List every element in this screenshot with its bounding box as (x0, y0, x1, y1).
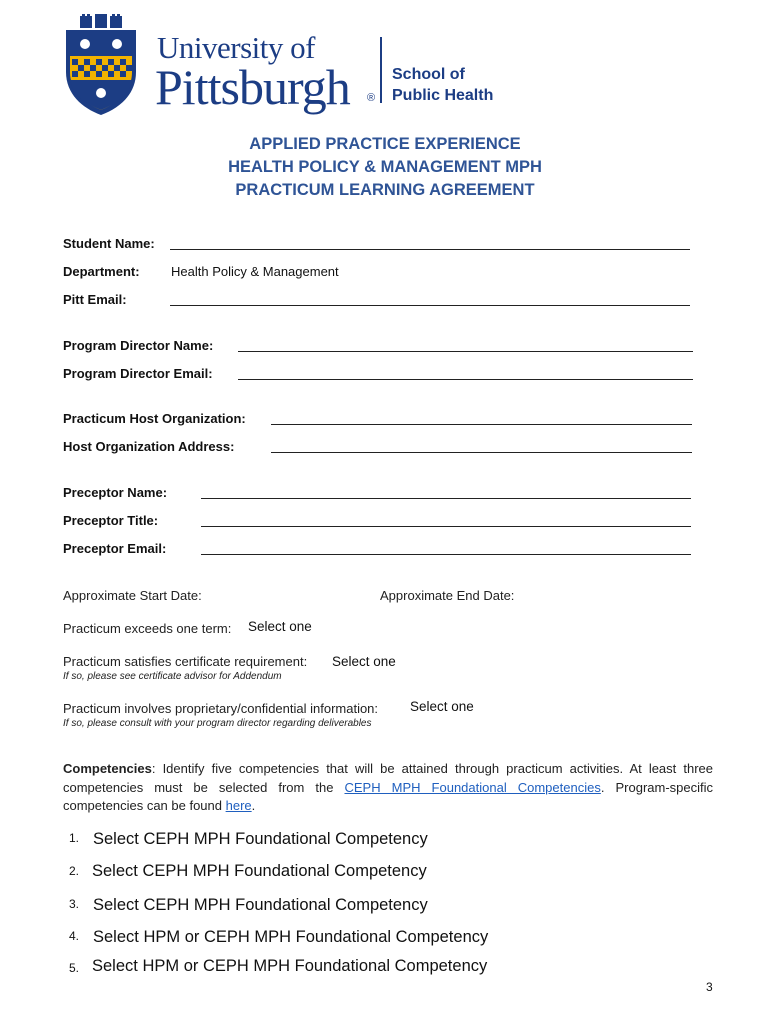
document-title-line3: PRACTICUM LEARNING AGREEMENT (235, 181, 535, 199)
competencies-heading: Competencies (63, 761, 152, 776)
competency-number-1: 1. (69, 831, 80, 845)
page-number: 3 (706, 980, 713, 994)
competency-number-4: 4. (69, 929, 80, 943)
competency-dropdown-5[interactable]: Select HPM or CEPH MPH Foundational Competency (92, 957, 488, 975)
host-organization-label: Practicum Host Organization: (63, 411, 246, 426)
end-date-label: Approximate End Date: (380, 588, 515, 603)
pitt-email-label: Pitt Email: (63, 292, 127, 307)
program-director-name-field[interactable] (238, 351, 693, 352)
host-address-field[interactable] (271, 452, 692, 453)
university-shield-logo (62, 14, 140, 116)
ceph-competencies-link[interactable]: CEPH MPH Foundational Competencies (344, 779, 601, 795)
document-title-line2: HEALTH POLICY & MANAGEMENT MPH (228, 158, 542, 176)
competency-dropdown-4[interactable]: Select HPM or CEPH MPH Foundational Competency (93, 928, 489, 946)
proprietary-info-label: Practicum involves proprietary/confidential information: (63, 701, 379, 716)
competencies-text-2: . Program-specific competencies can be found (63, 779, 714, 813)
department-value: Health Policy & Management (171, 264, 339, 279)
program-director-email-field[interactable] (238, 379, 693, 380)
logo-divider (380, 37, 382, 103)
competencies-text-1: : Identify five competencies that will be attained through practicum activities. At least three competencies must be selected from the (63, 761, 713, 795)
competency-dropdown-2[interactable]: Select CEPH MPH Foundational Competency (92, 862, 427, 880)
preceptor-name-label: Preceptor Name: (63, 485, 168, 500)
logo-school-line1: School of (392, 66, 465, 83)
department-label: Department: (63, 264, 140, 279)
certificate-requirement-dropdown[interactable]: Select one (332, 654, 396, 669)
logo-wordmark-pittsburgh: Pittsburgh (155, 59, 350, 115)
preceptor-title-label: Preceptor Title: (63, 513, 159, 528)
competency-dropdown-1[interactable]: Select CEPH MPH Foundational Competency (93, 830, 428, 848)
logo-school-name (392, 64, 493, 106)
competencies-instructions (63, 760, 713, 816)
host-organization-field[interactable] (271, 424, 692, 425)
proprietary-info-dropdown[interactable]: Select one (410, 699, 474, 714)
program-director-name-label: Program Director Name: (63, 338, 214, 353)
logo-wordmark-university-of: University of (157, 30, 315, 65)
competency-dropdown-3[interactable]: Select CEPH MPH Foundational Competency (93, 896, 428, 914)
program-director-email-label: Program Director Email: (63, 366, 213, 381)
competency-number-5: 5. (69, 961, 80, 975)
certificate-note: If so, please see certificate advisor for Addendum (63, 671, 282, 682)
exceeds-term-dropdown[interactable]: Select one (248, 619, 312, 634)
preceptor-email-label: Preceptor Email: (63, 541, 167, 556)
exceeds-term-label: Practicum exceeds one term: (63, 621, 232, 636)
competency-number-2: 2. (69, 864, 80, 878)
host-address-label: Host Organization Address: (63, 439, 235, 454)
document-title-line1: APPLIED PRACTICE EXPERIENCE (249, 135, 521, 153)
logo-school-line2: Public Health (392, 87, 494, 104)
preceptor-title-field[interactable] (201, 526, 691, 527)
logo-registered-mark: ® (367, 92, 376, 104)
program-competencies-link[interactable]: here (225, 798, 252, 813)
preceptor-name-field[interactable] (201, 498, 691, 499)
student-name-field[interactable] (170, 249, 690, 250)
start-date-label: Approximate Start Date: (63, 588, 202, 603)
pitt-email-field[interactable] (170, 305, 690, 306)
certificate-requirement-label: Practicum satisfies certificate requirement: (63, 654, 308, 669)
competency-number-3: 3. (69, 897, 80, 911)
proprietary-note: If so, please consult with your program director regarding deliverables (63, 718, 372, 729)
preceptor-email-field[interactable] (201, 554, 691, 555)
student-name-label: Student Name: (63, 236, 155, 251)
competencies-text-3: . (251, 798, 256, 813)
